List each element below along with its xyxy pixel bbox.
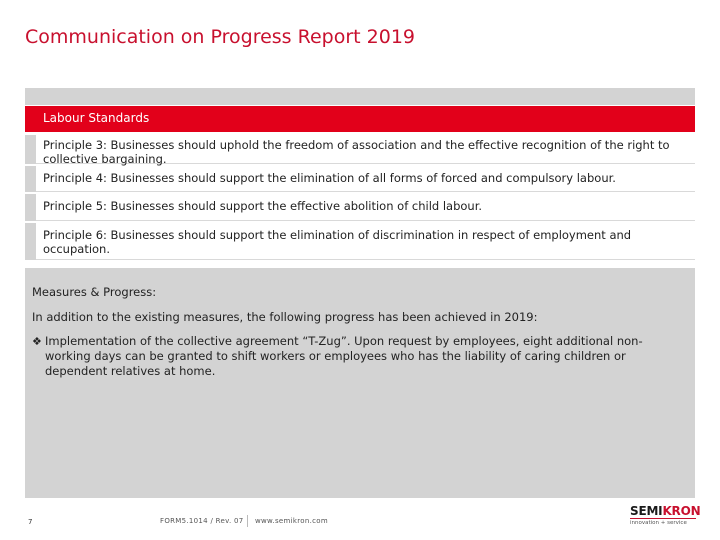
semikron-logo [630, 504, 701, 529]
measures-progress-panel [25, 268, 695, 498]
bullet-text: Implementation of the collective agreement “T-Zug”. Upon request by employees, eight additional non-working days can be granted to shift workers or employees who has the liability of caring children or dependent relatives at home. [45, 334, 643, 378]
principle-3: Principle 3: Businesses should uphold the freedom of association and the effective recognition of the right to collective bargaining. [36, 135, 695, 164]
principle-4: Principle 4: Businesses should support the elimination of all forms of forced and compulsory labour. [36, 166, 695, 192]
progress-intro: In addition to the existing measures, the following progress has been achieved in 2019: [32, 310, 538, 324]
logo-tagline: innovation + service [630, 520, 687, 526]
website-link[interactable]: www.semikron.com [255, 517, 328, 525]
table-row [25, 135, 695, 164]
principle-5: Principle 5: Businesses should support the effective abolition of child labour. [36, 194, 695, 221]
table-row [25, 166, 695, 192]
list-item [32, 334, 683, 379]
header-band [25, 88, 695, 105]
table-row [25, 194, 695, 221]
progress-heading: Measures & Progress: [32, 285, 157, 299]
page-title: Communication on Progress Report 2019 [25, 26, 416, 48]
logo-wordmark: SEMIKRON [630, 504, 701, 518]
page-number: 7 [28, 518, 33, 526]
table-row [25, 223, 695, 260]
table-header-row [25, 106, 695, 132]
form-number: FORM5.1014 / Rev. 07 [160, 517, 244, 525]
labour-standards-table [25, 106, 695, 262]
bullet-diamond-icon: ❖ [32, 335, 42, 348]
principle-6: Principle 6: Businesses should support the elimination of discrimination in respect of employment and occupation. [36, 223, 695, 260]
table-heading: Labour Standards [36, 106, 695, 132]
footer-divider [247, 515, 248, 527]
